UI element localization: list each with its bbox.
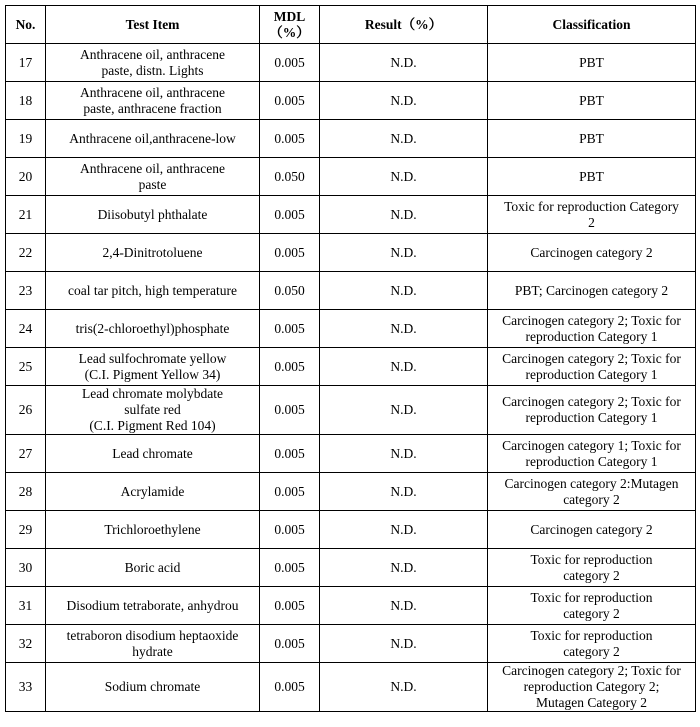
table-row [6, 663, 696, 712]
cell-no: 29 [6, 511, 46, 549]
cell-classification: Carcinogen category 2; Toxic for reproduction Category 1 [488, 348, 696, 386]
cell-test-item: Anthracene oil, anthracene paste, distn. Lights [46, 44, 260, 82]
cell-result: N.D. [320, 587, 488, 625]
cell-mdl: 0.005 [260, 435, 320, 473]
header-result: Result（%） [320, 6, 488, 44]
cell-result: N.D. [320, 272, 488, 310]
cell-no: 21 [6, 196, 46, 234]
cell-mdl: 0.005 [260, 120, 320, 158]
cell-result: N.D. [320, 511, 488, 549]
cell-mdl: 0.005 [260, 663, 320, 712]
table-row [6, 386, 696, 435]
cell-classification: Carcinogen category 1; Toxic for reproduction Category 1 [488, 435, 696, 473]
table-row [6, 158, 696, 196]
table-row [6, 549, 696, 587]
cell-test-item: Trichloroethylene [46, 511, 260, 549]
cell-result: N.D. [320, 120, 488, 158]
cell-mdl: 0.005 [260, 625, 320, 663]
cell-test-item: Anthracene oil, anthracene paste [46, 158, 260, 196]
cell-test-item: Acrylamide [46, 473, 260, 511]
cell-classification: Carcinogen category 2:Mutagen category 2 [488, 473, 696, 511]
cell-test-item: Boric acid [46, 549, 260, 587]
cell-classification: Carcinogen category 2; Toxic for reproduction Category 1 [488, 386, 696, 435]
cell-mdl: 0.005 [260, 234, 320, 272]
cell-classification: Carcinogen category 2; Toxic for reproduction Category 2; Mutagen Category 2 [488, 663, 696, 712]
cell-mdl: 0.005 [260, 587, 320, 625]
cell-result: N.D. [320, 44, 488, 82]
header-test-item: Test Item [46, 6, 260, 44]
table-header [6, 6, 696, 44]
table-row [6, 625, 696, 663]
cell-no: 26 [6, 386, 46, 435]
cell-result: N.D. [320, 310, 488, 348]
cell-classification: Toxic for reproduction Category 2 [488, 196, 696, 234]
cell-mdl: 0.005 [260, 511, 320, 549]
table-row [6, 120, 696, 158]
cell-no: 23 [6, 272, 46, 310]
cell-result: N.D. [320, 549, 488, 587]
table-row [6, 44, 696, 82]
cell-test-item: Lead chromate molybdate sulfate red (C.I. Pigment Red 104) [46, 386, 260, 435]
table-row [6, 435, 696, 473]
cell-mdl: 0.050 [260, 158, 320, 196]
table-row [6, 310, 696, 348]
cell-result: N.D. [320, 348, 488, 386]
cell-test-item: Anthracene oil,anthracene-low [46, 120, 260, 158]
cell-test-item: tris(2-chloroethyl)phosphate [46, 310, 260, 348]
cell-no: 30 [6, 549, 46, 587]
cell-result: N.D. [320, 82, 488, 120]
table-row [6, 234, 696, 272]
cell-classification: Carcinogen category 2 [488, 234, 696, 272]
cell-test-item: Sodium chromate [46, 663, 260, 712]
cell-classification: PBT [488, 120, 696, 158]
cell-test-item: Anthracene oil, anthracene paste, anthracene fraction [46, 82, 260, 120]
cell-test-item: Lead sulfochromate yellow (C.I. Pigment Yellow 34) [46, 348, 260, 386]
cell-test-item: Disodium tetraborate, anhydrou [46, 587, 260, 625]
header-no: No. [6, 6, 46, 44]
cell-classification: PBT [488, 82, 696, 120]
cell-no: 24 [6, 310, 46, 348]
cell-test-item: tetraboron disodium heptaoxide hydrate [46, 625, 260, 663]
cell-no: 33 [6, 663, 46, 712]
cell-classification: Carcinogen category 2 [488, 511, 696, 549]
test-results-table [5, 5, 696, 712]
cell-no: 19 [6, 120, 46, 158]
header-classification: Classification [488, 6, 696, 44]
cell-mdl: 0.005 [260, 348, 320, 386]
cell-result: N.D. [320, 435, 488, 473]
cell-mdl: 0.005 [260, 44, 320, 82]
table-row [6, 272, 696, 310]
table-row [6, 196, 696, 234]
table-row [6, 348, 696, 386]
cell-classification: Carcinogen category 2; Toxic for reproduction Category 1 [488, 310, 696, 348]
cell-test-item: coal tar pitch, high temperature [46, 272, 260, 310]
cell-result: N.D. [320, 158, 488, 196]
cell-mdl: 0.005 [260, 310, 320, 348]
cell-result: N.D. [320, 234, 488, 272]
cell-result: N.D. [320, 196, 488, 234]
cell-mdl: 0.005 [260, 473, 320, 511]
cell-classification: Toxic for reproduction category 2 [488, 587, 696, 625]
table-row [6, 82, 696, 120]
cell-test-item: Diisobutyl phthalate [46, 196, 260, 234]
test-results-table-container [5, 5, 696, 712]
cell-classification: PBT [488, 158, 696, 196]
cell-result: N.D. [320, 386, 488, 435]
header-row [6, 6, 696, 44]
cell-no: 20 [6, 158, 46, 196]
cell-no: 25 [6, 348, 46, 386]
cell-mdl: 0.005 [260, 82, 320, 120]
cell-mdl: 0.005 [260, 549, 320, 587]
cell-result: N.D. [320, 663, 488, 712]
cell-no: 32 [6, 625, 46, 663]
cell-classification: Toxic for reproduction category 2 [488, 625, 696, 663]
table-row [6, 473, 696, 511]
table-row [6, 587, 696, 625]
cell-classification: Toxic for reproduction category 2 [488, 549, 696, 587]
cell-no: 18 [6, 82, 46, 120]
cell-no: 31 [6, 587, 46, 625]
cell-classification: PBT; Carcinogen category 2 [488, 272, 696, 310]
cell-classification: PBT [488, 44, 696, 82]
cell-no: 27 [6, 435, 46, 473]
cell-mdl: 0.005 [260, 196, 320, 234]
cell-mdl: 0.050 [260, 272, 320, 310]
cell-test-item: Lead chromate [46, 435, 260, 473]
header-mdl: MDL （%） [260, 6, 320, 44]
table-row [6, 511, 696, 549]
cell-test-item: 2,4-Dinitrotoluene [46, 234, 260, 272]
cell-no: 28 [6, 473, 46, 511]
cell-no: 17 [6, 44, 46, 82]
table-body [6, 44, 696, 712]
cell-result: N.D. [320, 625, 488, 663]
cell-result: N.D. [320, 473, 488, 511]
cell-mdl: 0.005 [260, 386, 320, 435]
cell-no: 22 [6, 234, 46, 272]
